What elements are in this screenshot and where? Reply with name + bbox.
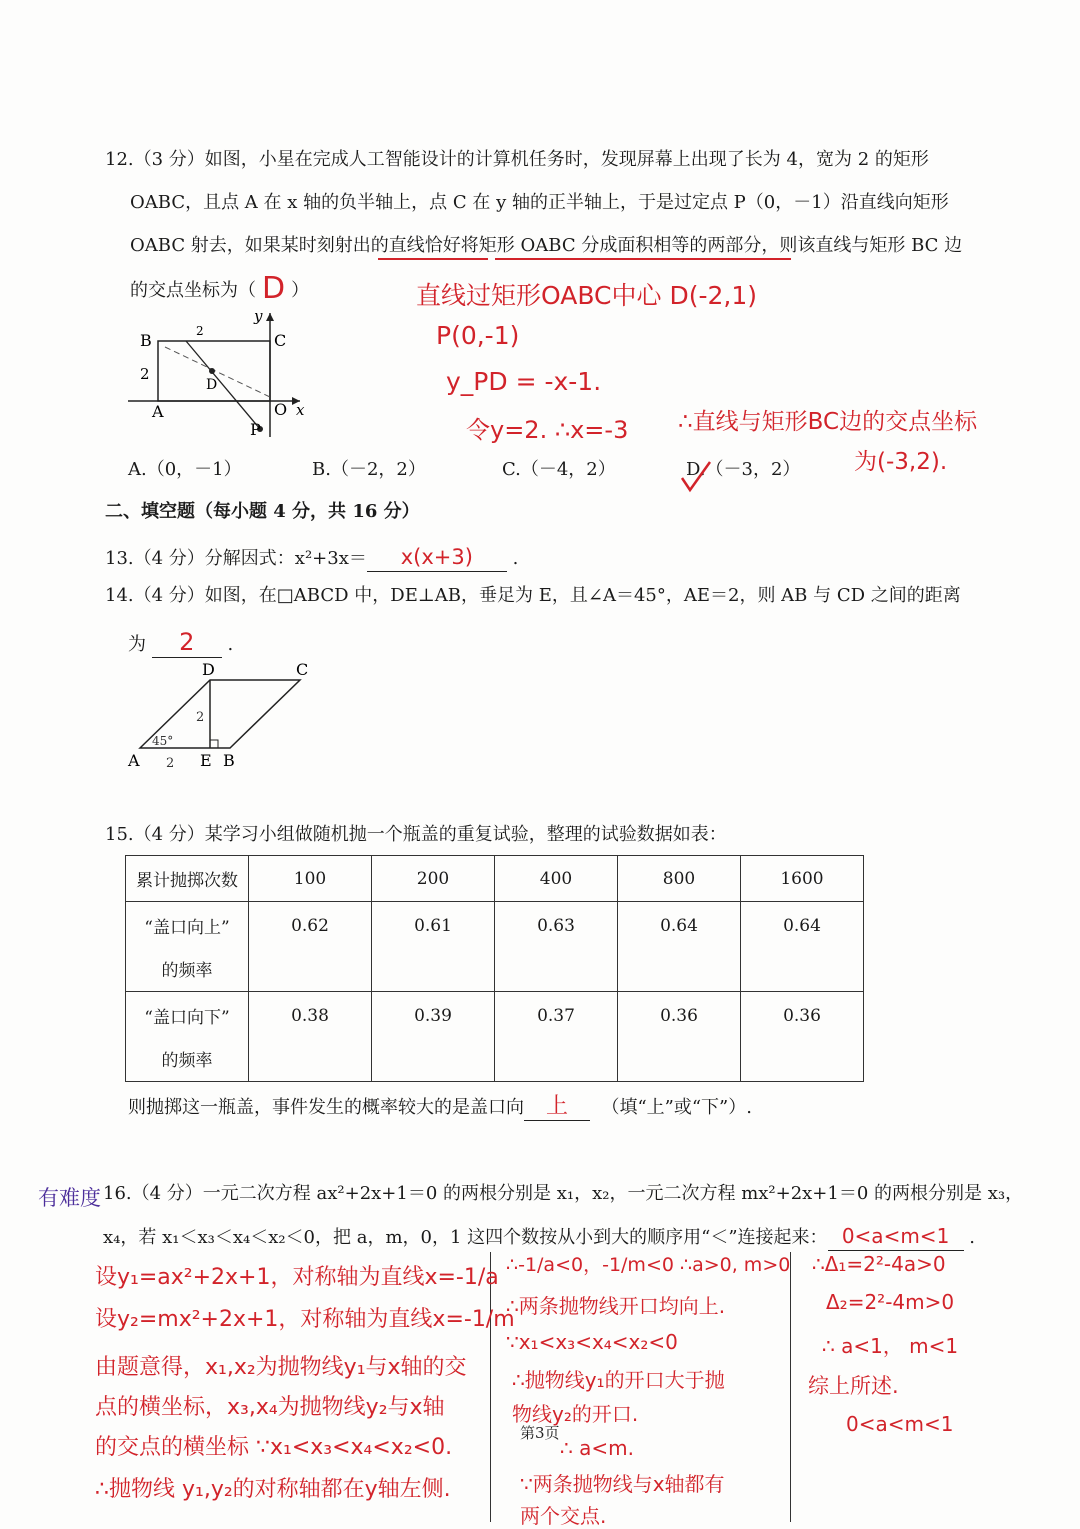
q12-line4: 的交点坐标为（ D ） — [130, 271, 310, 306]
q15-line1: 15.（4 分）某学习小组做随机抛一个瓶盖的重复试验，整理的试验数据如表： — [105, 824, 727, 845]
hw-solution-line: 由题意得，x₁,x₂为抛物线y₁与x轴的交 — [95, 1355, 467, 1380]
hw-solution-line: ∴Δ₁=2²-4a>0 — [812, 1252, 946, 1276]
hw-note: 令y=2. ∴x=-3 — [466, 416, 629, 444]
section-title: 二、填空题（每小题 4 分，共 16 分） — [105, 501, 420, 522]
table-row-label: “盖口向上” 的频率 — [126, 902, 249, 992]
hw-solution-line: ∴-1/a<0，-1/m<0 ∴a>0, m>0 — [506, 1254, 791, 1276]
q12-option-c: C.（－4，2） — [502, 459, 616, 480]
q15-answer: 上 — [545, 1094, 568, 1119]
label-B: B — [223, 751, 235, 770]
table-header-cell: 1600 — [741, 856, 864, 902]
table-cell: 0.38 — [249, 992, 372, 1082]
q16-line2: x₄，若 x₁＜x₃＜x₄＜x₂＜0，把 a，m，0，1 这四个数按从小到大的顺序用“＜”连接起来： 0<a<m<1 . — [103, 1224, 975, 1251]
label-B: B — [140, 331, 152, 350]
q14-answer: 2 — [179, 628, 195, 656]
q12-line3: OABC 射去，如果某时刻射出的直线恰好将矩形 OABC 分成面积相等的两部分，则该直线与矩形 BC 边 — [130, 235, 963, 256]
underline-mark — [378, 258, 488, 260]
checkmark-icon — [676, 458, 716, 498]
table-cell: 0.62 — [249, 902, 372, 992]
table-header-cell: 400 — [495, 856, 618, 902]
table-cell: 0.63 — [495, 902, 618, 992]
q13-line: 13.（4 分）分解因式：x²+3x＝ x(x+3) . — [105, 545, 518, 572]
label-de: 2 — [196, 710, 205, 725]
hw-note: y_PD = -x-1. — [446, 367, 602, 396]
label-A: A — [152, 402, 164, 421]
label-x: x — [296, 401, 305, 419]
hw-solution-line: ∴两条抛物线开口均向上. — [506, 1294, 726, 1318]
q12-option-b: B.（－2，2） — [312, 459, 426, 480]
q16-line1: 16.（4 分）一元二次方程 ax²+2x+1＝0 的两根分别是 x₁，x₂，一元二次方程 mx²+2x+1＝0 的两根分别是 x₃， — [103, 1183, 1024, 1204]
table-row-label: “盖口向下” 的频率 — [126, 992, 249, 1082]
hw-note: 为(-3,2). — [854, 449, 948, 475]
table-cell: 0.39 — [372, 992, 495, 1082]
table-cell: 0.36 — [618, 992, 741, 1082]
table-cell: 0.37 — [495, 992, 618, 1082]
hw-solution-line: ∵两条抛物线与x轴都有 — [520, 1472, 725, 1496]
table-cell: 0.64 — [741, 902, 864, 992]
hw-solution-line: 设y₁=ax²+2x+1，对称轴为直线x=-1/a — [95, 1265, 499, 1290]
underline-mark — [495, 258, 791, 260]
label-side: 2 — [140, 365, 150, 383]
q12-line1: 12.（3 分）如图，小星在完成人工智能设计的计算机任务时，发现屏幕上出现了长为 4，宽为 2 的矩形 — [105, 149, 929, 170]
hw-solution-line: ∴抛物线 y₁,y₂的对称轴都在y轴左侧. — [95, 1477, 451, 1502]
label-C: C — [296, 660, 309, 679]
label-A: A — [128, 751, 140, 770]
divider — [490, 1252, 491, 1522]
hw-solution-line: ∴抛物线y₁的开口大于抛 — [512, 1368, 725, 1392]
q12-option-d: D.（－3，2） — [686, 459, 801, 480]
label-D: D — [206, 377, 218, 393]
table-cell: 0.36 — [741, 992, 864, 1082]
hw-note: P(0,-1) — [436, 321, 520, 350]
hw-solution-line: ∴ a<1， m<1 — [822, 1334, 959, 1358]
q12-option-a: A.（0，－1） — [128, 459, 242, 480]
table-row — [126, 992, 864, 1082]
label-O: O — [274, 400, 288, 419]
table-row — [126, 902, 864, 992]
table-header-cell: 累计抛掷次数 — [126, 856, 249, 902]
table-header-cell: 100 — [249, 856, 372, 902]
label-y: y — [254, 307, 263, 325]
table-row — [126, 856, 864, 902]
table-cell: 0.64 — [618, 902, 741, 992]
hw-solution-line: 综上所述. — [808, 1374, 899, 1398]
q12-answer: D — [262, 271, 286, 306]
hw-solution-line: ∴ a<m. — [560, 1436, 634, 1460]
q14-line2: 为 2 . — [128, 628, 234, 656]
hw-solution-line: 物线y₂的开口. — [512, 1402, 639, 1426]
hw-note: ∴直线与矩形BC边的交点坐标 — [678, 409, 978, 435]
hw-solution-line: 0<a<m<1 — [846, 1412, 954, 1436]
q13-answer: x(x+3) — [400, 545, 473, 569]
label-top-mark: 2 — [196, 324, 204, 338]
table-cell: 0.61 — [372, 902, 495, 992]
label-ae: 2 — [166, 756, 175, 771]
label-E: E — [200, 751, 212, 770]
difficulty-tag: 有难度 — [38, 1186, 101, 1210]
hw-solution-line: ∵x₁<x₃<x₄<x₂<0 — [506, 1330, 678, 1354]
page-number: 第3页 — [520, 1424, 560, 1442]
hw-note: 直线过矩形OABC中心 D(-2,1) — [416, 281, 757, 310]
label-C: C — [274, 331, 287, 350]
hw-solution-line: 点的横坐标，x₃,x₄为抛物线y₂与x轴 — [95, 1395, 445, 1420]
label-angle: 45° — [152, 734, 174, 748]
q12-line2: OABC，且点 A 在 x 轴的负半轴上，点 C 在 y 轴的正半轴上，于是过定点 P（0，－1）沿直线向矩形 — [130, 192, 949, 213]
hw-solution-line: 设y₂=mx²+2x+1，对称轴为直线x=-1/m — [95, 1307, 515, 1332]
label-D: D — [202, 660, 215, 679]
q14-line1: 14.（4 分）如图，在□ABCD 中，DE⊥AB，垂足为 E，且∠A＝45°，AE＝2，则 AB 与 CD 之间的距离 — [105, 585, 961, 606]
q16-answer: 0<a<m<1 — [841, 1224, 950, 1248]
q12-figure — [120, 305, 320, 445]
divider — [790, 1252, 791, 1522]
hw-solution-line: 的交点的横坐标 ∵x₁<x₃<x₄<x₂<0. — [95, 1435, 453, 1460]
table-header-cell: 800 — [618, 856, 741, 902]
q15-line2: 则抛掷这一瓶盖，事件发生的概率较大的是盖口向 上 （填“上”或“下”）. — [128, 1094, 752, 1119]
frequency-table — [125, 855, 864, 1082]
hw-solution-line: Δ₂=2²-4m>0 — [826, 1290, 955, 1314]
hw-solution-line: 两个交点. — [520, 1504, 607, 1528]
table-header-cell: 200 — [372, 856, 495, 902]
label-P: P — [250, 420, 261, 439]
q14-figure — [120, 655, 330, 775]
